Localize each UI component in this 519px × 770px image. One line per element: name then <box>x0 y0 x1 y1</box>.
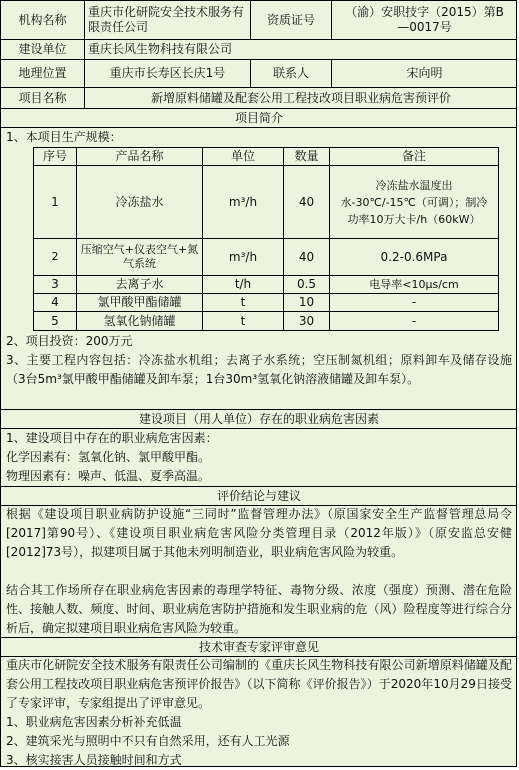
location-value: 重庆市长寿区长庆1号 <box>109 66 226 80</box>
location-label: 地理位置 <box>18 66 67 80</box>
table-rule <box>84 1 85 108</box>
conclusion-paragraph-2: 结合其工作场所存在职业病危害因素的毒理学特征、毒物分级、浓度（强度）预测、潜在危险性、接触人数、频度、时间、职业病危害防护措施和发生职业病的危（风）险程度等进行综合分析后，确定拟建项目职业病危害风险为较重。 <box>6 583 512 635</box>
table-cell-name: 去离子水 <box>115 277 164 291</box>
table-rule <box>1 428 517 429</box>
table-rule <box>1 656 517 657</box>
table-cell-no: 5 <box>51 313 59 328</box>
conclusion-heading: 评价结论与建议 <box>216 488 301 503</box>
table-rule <box>33 275 499 276</box>
table-rule <box>33 330 499 331</box>
table-rule <box>33 238 499 239</box>
table-cell-qty: 40 <box>298 249 315 264</box>
review-heading: 技术审查专家评审意见 <box>198 639 319 654</box>
table-rule <box>1 505 517 506</box>
col-header-name: 产品名称 <box>115 149 164 163</box>
table-rule <box>33 147 499 148</box>
review-paragraph: 重庆市化研院安全技术服务有限责任公司编制的《重庆长风生物科技有限公司新增原料储罐及配套公用工程技改项目职业病危害预评价报告》（以下简称《评价报告》）于2020年10月29日接受了专家评审，专家组提出了评审意见。 <box>6 658 512 710</box>
table-cell-no: 3 <box>51 277 59 291</box>
table-rule <box>329 147 330 331</box>
table-rule <box>331 59 332 87</box>
table-rule <box>498 147 499 331</box>
table-cell-unit: t/h <box>234 277 252 291</box>
table-rule <box>33 293 499 294</box>
table-rule <box>1 637 517 638</box>
table-rule <box>1 409 517 410</box>
table-cell-note: - <box>411 295 417 309</box>
col-header-note: 备注 <box>401 149 426 163</box>
table-rule <box>1 127 517 128</box>
table-cell-note: 电导率<10μs/cm <box>369 277 459 291</box>
org-label: 机构名称 <box>18 12 67 27</box>
table-rule <box>1 108 517 109</box>
table-rule <box>1 59 517 60</box>
investment-line: 2、项目投资：200万元 <box>6 334 133 348</box>
table-cell-unit: t <box>240 313 246 328</box>
org-value: 重庆市化研院安全技术服务有限责任公司 <box>88 5 245 34</box>
table-cell-qty: 40 <box>298 194 315 209</box>
table-rule <box>1 486 517 487</box>
table-cell-note: - <box>411 313 417 328</box>
table-rule <box>250 59 251 87</box>
project-value: 新增原料储罐及配套公用工程技改项目职业病危害预评价 <box>150 90 451 105</box>
table-cell-qty: 0.5 <box>296 277 317 291</box>
hazards-line-3: 物理因素有：噪声、低温、夏季高温。 <box>6 469 211 483</box>
unit-label: 建设单位 <box>18 42 67 56</box>
table-rule <box>33 311 499 312</box>
table-cell-name: 氯甲酸甲酯储罐 <box>97 295 182 309</box>
table-cell-name: 氢氧化钠储罐 <box>103 313 176 328</box>
table-rule <box>250 1 251 39</box>
table-rule <box>33 147 34 331</box>
table-rule <box>202 147 203 331</box>
table-cell-no: 2 <box>51 250 59 263</box>
intro-heading: 项目简介 <box>234 110 283 125</box>
review-item-2: 2、建筑采光与照明中不只有自然采用，还有人工光源 <box>6 734 290 748</box>
cert-value: （渝）安职技字（2015）第B—0017号 <box>345 5 504 34</box>
main-works-paragraph: 3、主要工程内容包括：冷冻盐水机组；去离子水系统；空压制氮机组；原料卸车及储存设施（3台5m³氯甲酸甲酯储罐及卸车泵；1台30m³氢氧化钠溶液储罐及卸车泵）。 <box>6 353 512 386</box>
table-cell-unit: m³/h <box>228 249 258 264</box>
table-rule <box>76 147 77 331</box>
table-cell-no: 1 <box>51 194 59 209</box>
review-item-1: 1、职业病危害因素分析补充低温 <box>6 715 182 729</box>
hazards-line-1: 1、建设项目中存在的职业病危害因素： <box>6 431 218 445</box>
table-cell-qty: 10 <box>298 295 315 309</box>
table-cell-name: 冷冻盐水 <box>115 194 164 209</box>
hazards-line-2: 化学因素有：氢氧化钠、氯甲酸甲酯。 <box>6 450 211 464</box>
table-rule <box>1 87 517 88</box>
table-rule <box>1 39 517 40</box>
project-label: 项目名称 <box>18 90 67 105</box>
table-cell-no: 4 <box>51 295 59 309</box>
table-rule <box>331 1 332 39</box>
conclusion-paragraph-1: 根据《建设项目职业病防护设施“三同时”监督管理办法》（原国家安全生产监督管理总局令[2017]第90号）、《建设项目职业病危害风险分类管理目录（2012年版）》（原安监总安健[2012]73号），拟建项目属于其他未列明制造业，职业病危害风险为较重。 <box>6 507 512 559</box>
table-cell-name: 压缩空气+仪表空气+氮气系统 <box>80 243 199 270</box>
cert-label: 资质证号 <box>266 12 315 27</box>
col-header-unit: 单位 <box>230 149 255 163</box>
table-cell-qty: 30 <box>298 313 315 328</box>
scale-label: 1、本项目生产规模： <box>6 130 122 144</box>
col-header-no: 序号 <box>42 149 67 163</box>
hazards-heading: 建设项目（用人单位）存在的职业病危害因素 <box>138 411 379 426</box>
table-cell-note: 0.2-0.6MPa <box>380 249 448 264</box>
table-cell-unit: m³/h <box>228 194 258 209</box>
table-rule <box>283 147 284 331</box>
contact-value: 宋向明 <box>406 66 443 80</box>
contact-label: 联系人 <box>272 66 309 80</box>
review-item-3: 3、核实接害人员接触时间和方式 <box>6 753 182 767</box>
unit-value: 重庆长风生物科技有限公司 <box>88 42 233 56</box>
table-rule <box>33 165 499 166</box>
col-header-qty: 数量 <box>294 149 319 163</box>
table-cell-unit: t <box>240 295 246 309</box>
table-cell-note: 冷冻盐水温度出水-30℃/-15℃（可调）；制冷功率10万大卡/h（60kW） <box>340 178 488 226</box>
